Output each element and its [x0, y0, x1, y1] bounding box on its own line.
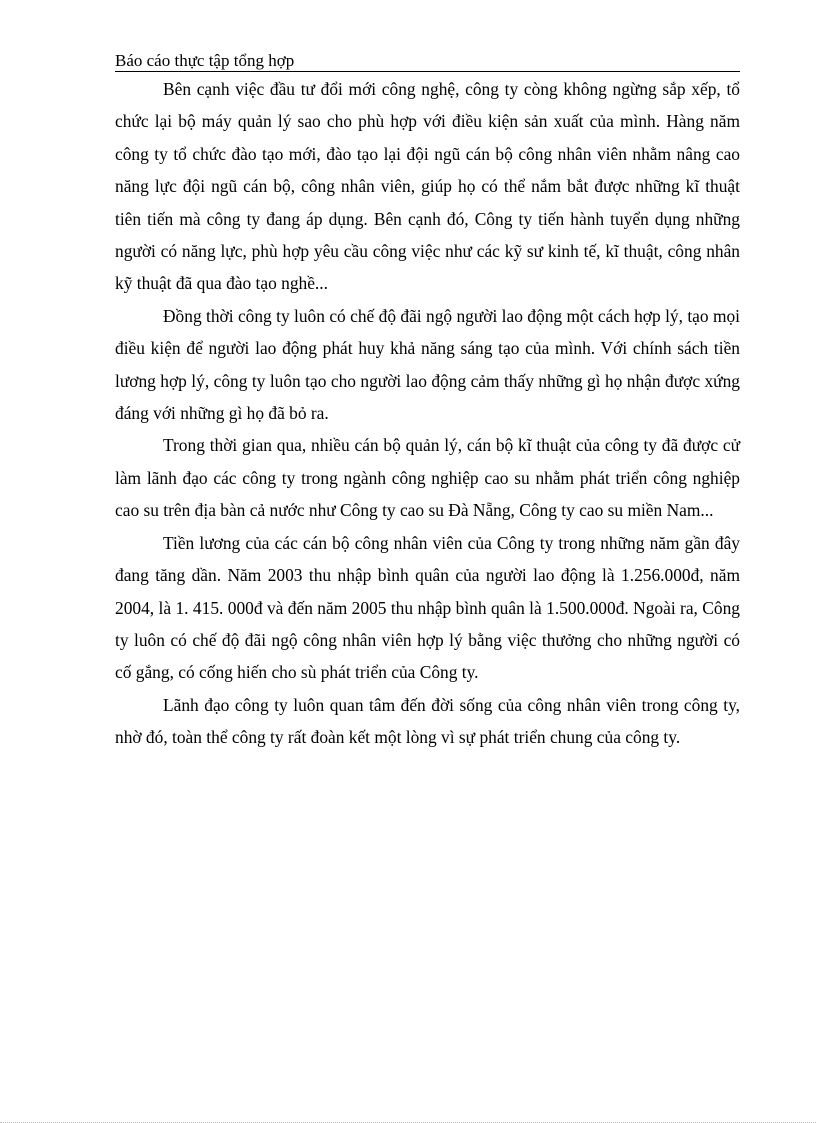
header-title: Báo cáo thực tập tổng hợp [115, 51, 295, 70]
page-header [115, 50, 740, 72]
paragraph-staff-training: Bên cạnh việc đầu tư đổi mới công nghệ, công ty còng không ngừng sắp xếp, tổ chức lại bộ máy quản lý sao cho phù hợp với điều kiện sản xuất của mình. Hàng năm công ty tổ chức đào tạo mới, đào tạo lại đội ngũ cán bộ công nhân viên nhằm nâng cao năng lực đội ngũ cán bộ, công nhân viên, giúp họ có thể nắm bắt được những kĩ thuật tiên tiến mà công ty đang áp dụng. Bên cạnh đó, Công ty tiến hành tuyển dụng những người có năng lực, phù hợp yêu cầu công việc như các kỹ sư kinh tế, kĩ thuật, công nhân kỹ thuật đã qua đào tạo nghề... [115, 79, 740, 294]
paragraph-leadership-appointments: Trong thời gian qua, nhiều cán bộ quản lý, cán bộ kĩ thuật của công ty đã được cử làm lãnh đạo các công ty trong ngành công nghiệp cao su nhằm phát triển công nghiệp cao su trên địa bàn cả nước như Công ty cao su Đà Nẵng, Công ty cao su miền Nam... [115, 435, 740, 521]
paragraph-employee-benefits: Đồng thời công ty luôn có chế độ đãi ngộ người lao động một cách hợp lý, tạo mọi điều kiện để người lao động phát huy khả năng sáng tạo của mình. Với chính sách tiền lương hợp lý, công ty luôn tạo cho người lao động cảm thấy những gì họ nhận được xứng đáng với những gì họ đã bỏ ra. [115, 305, 740, 424]
paragraph-staff-welfare: Lãnh đạo công ty luôn quan tâm đến đời sống của công nhân viên trong công ty, nhờ đó, toàn thể công ty rất đoàn kết một lòng vì sự phát triển chung của công ty. [115, 694, 740, 748]
document-body [115, 73, 740, 754]
paragraph-salary-figures: Tiền lương của các cán bộ công nhân viên của Công ty trong những năm gần đây đang tăng dần. Năm 2003 thu nhập bình quân của người lao động là 1.256.000đ, năm 2004, là 1. 415. 000đ và đến năm 2005 thu nhập bình quân là 1.500.000đ. Ngoài ra, Công ty luôn có chế độ đãi ngộ công nhân viên hợp lý bằng việc thưởng cho những người có cố gắng, có cống hiến cho sù phát triển của Công ty. [115, 532, 740, 683]
